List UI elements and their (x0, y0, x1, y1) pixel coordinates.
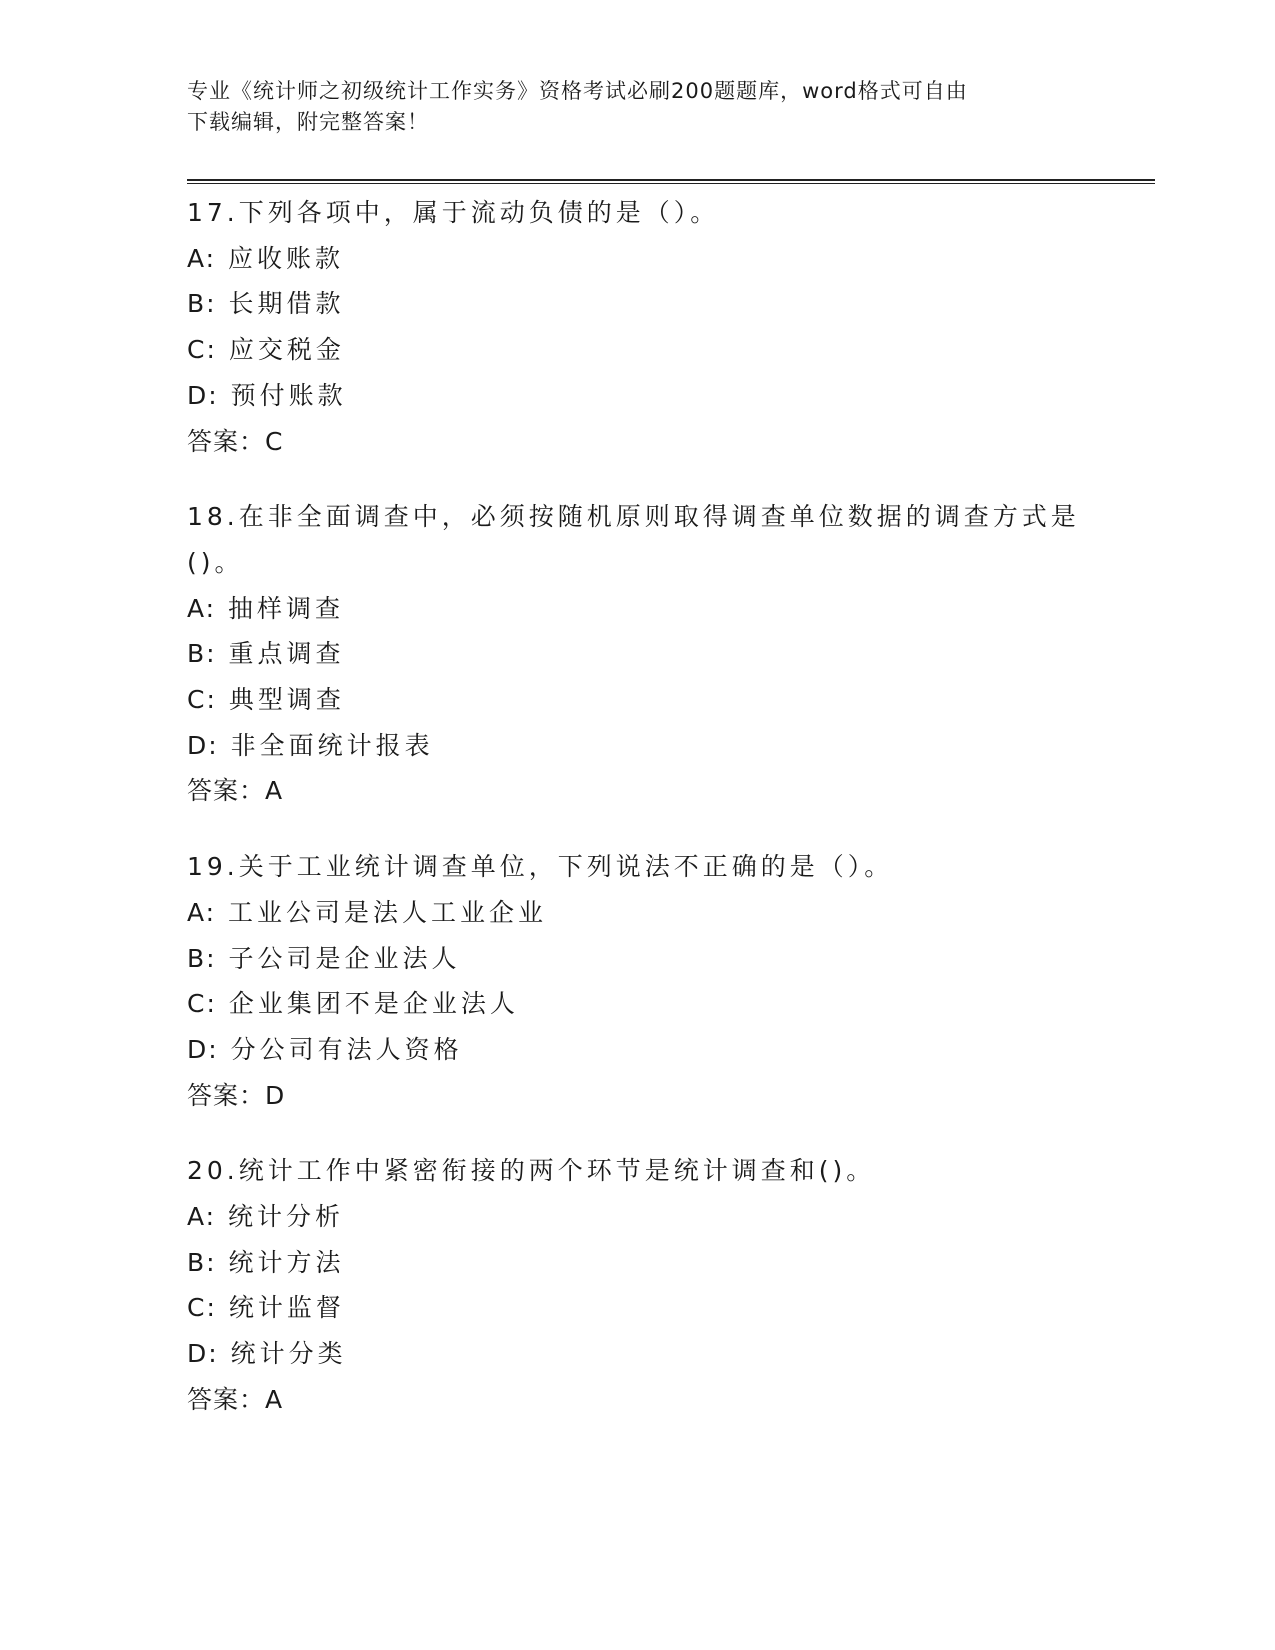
answer-value: A (265, 1384, 284, 1414)
header-line-1: 专业《统计师之初级统计工作实务》资格考试必刷200题题库，word格式可自由 (187, 79, 968, 103)
header-divider-thick (187, 179, 1155, 181)
option-text: 统计方法 (228, 1247, 345, 1277)
option-a (187, 890, 1087, 936)
answer-line (187, 1073, 1087, 1119)
option-letter: C: (187, 685, 217, 715)
answer-value: C (265, 426, 284, 456)
option-letter: D: (187, 380, 219, 410)
option-text: 工业公司是法人工业企业 (228, 897, 548, 927)
option-text: 统计分类 (230, 1339, 347, 1369)
option-letter: C: (187, 335, 217, 365)
option-letter: C: (187, 1293, 217, 1323)
document-header (187, 76, 1067, 138)
option-a (187, 586, 1087, 632)
answer-line (187, 419, 1087, 465)
option-a (187, 236, 1087, 282)
answer-label: 答案： (187, 1080, 266, 1110)
option-c (187, 327, 1087, 373)
option-letter: A: (187, 897, 217, 927)
option-text: 应交税金 (228, 335, 345, 365)
answer-value: D (265, 1080, 286, 1110)
option-text: 统计分析 (228, 1202, 345, 1232)
option-c (187, 1285, 1087, 1331)
answer-label: 答案： (187, 776, 266, 806)
option-d (187, 373, 1087, 419)
option-b (187, 631, 1087, 677)
option-text: 长期借款 (228, 289, 345, 319)
option-letter: C: (187, 989, 217, 1019)
question-text-continued: ()。 (187, 547, 244, 577)
option-letter: A: (187, 243, 217, 273)
option-letter: A: (187, 1202, 217, 1232)
option-text: 企业集团不是企业法人 (228, 989, 519, 1019)
option-c (187, 981, 1087, 1027)
answer-line (187, 768, 1087, 814)
option-letter: D: (187, 730, 219, 760)
option-text: 子公司是企业法人 (228, 943, 461, 973)
option-text: 预付账款 (230, 380, 347, 410)
option-letter: B: (187, 943, 217, 973)
option-text: 统计监督 (228, 1293, 345, 1323)
option-b (187, 281, 1087, 327)
header-line-2: 下载编辑，附完整答案！ (187, 110, 429, 134)
answer-label: 答案： (187, 426, 266, 456)
question-text: 17.下列各项中，属于流动负债的是（）。 (187, 198, 720, 227)
option-letter: A: (187, 593, 217, 623)
option-letter: D: (187, 1034, 219, 1064)
option-text: 非全面统计报表 (230, 730, 434, 760)
option-b (187, 936, 1087, 982)
question-20 (187, 1148, 1087, 1422)
option-text: 抽样调查 (228, 593, 345, 623)
answer-label: 答案： (187, 1384, 266, 1414)
option-a (187, 1194, 1087, 1240)
question-text: 18.在非全面调查中，必须按随机原则取得调查单位数据的调查方式是 (187, 502, 1080, 532)
question-19 (187, 844, 1087, 1118)
header-divider-thin (187, 183, 1155, 184)
option-letter: B: (187, 289, 217, 319)
option-c (187, 677, 1087, 723)
option-letter: B: (187, 1247, 217, 1277)
option-text: 应收账款 (228, 243, 345, 273)
option-text: 分公司有法人资格 (230, 1034, 463, 1064)
question-text: 19.关于工业统计调查单位，下列说法不正确的是（）。 (187, 852, 894, 882)
question-18 (187, 494, 1087, 814)
option-letter: B: (187, 639, 217, 669)
option-d (187, 723, 1087, 769)
option-b (187, 1240, 1087, 1286)
question-text: 20.统计工作中紧密衔接的两个环节是统计调查和()。 (187, 1156, 876, 1186)
question-list (187, 190, 1087, 1453)
option-letter: D: (187, 1339, 219, 1369)
option-text: 典型调查 (228, 685, 345, 715)
question-17 (187, 190, 1087, 464)
answer-value: A (265, 776, 284, 806)
option-d (187, 1027, 1087, 1073)
option-text: 重点调查 (228, 639, 345, 669)
answer-line (187, 1377, 1087, 1423)
option-d (187, 1331, 1087, 1377)
